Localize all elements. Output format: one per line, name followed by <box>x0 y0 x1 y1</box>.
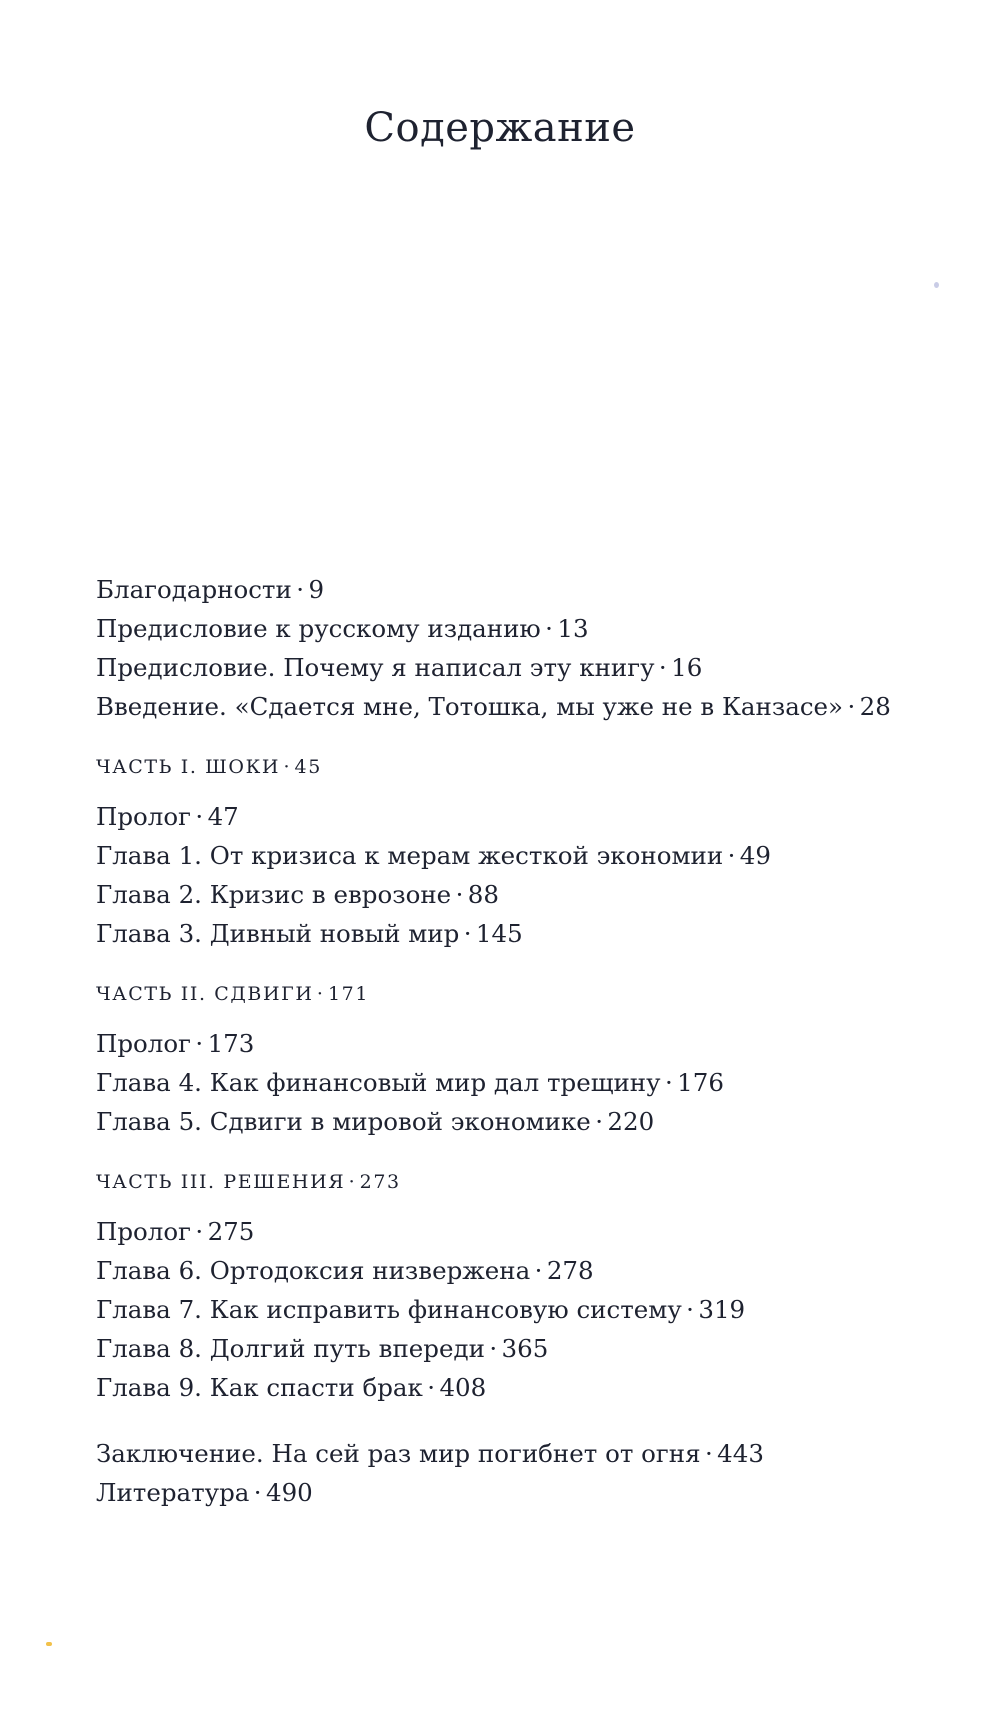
separator-dot: · <box>195 1217 204 1246</box>
separator-dot: · <box>455 880 464 909</box>
toc-entry-page: 220 <box>607 1107 655 1136</box>
part-heading-page: 273 <box>359 1171 401 1193</box>
separator-dot: · <box>316 983 325 1005</box>
separator-dot: · <box>595 1107 603 1136</box>
toc-entry-label: Предисловие к русскому изданию <box>96 614 541 643</box>
toc-group <box>96 1168 976 1407</box>
toc-entry-label: Пролог <box>96 802 191 831</box>
toc-entry-label: Глава 9. Как спасти брак <box>96 1373 423 1402</box>
toc-entry-label: Глава 8. Долгий путь впереди <box>96 1334 485 1363</box>
toc-entry-label: Введение. «Сдается мне, Тотошка, мы уже не в Канзасе» <box>96 692 844 721</box>
toc-group <box>96 1434 976 1512</box>
toc-entry[interactable] <box>96 1212 976 1251</box>
toc-entry[interactable] <box>96 1434 976 1473</box>
toc-entry[interactable] <box>96 1290 976 1329</box>
toc-entry-label: Глава 5. Сдвиги в мировой экономике <box>96 1107 591 1136</box>
table-of-contents <box>96 570 976 1539</box>
separator-dot: · <box>348 1171 357 1193</box>
toc-entry-page: 13 <box>557 614 589 643</box>
part-heading-label: ЧАСТЬ II. СДВИГИ <box>96 983 314 1005</box>
toc-entry-page: 49 <box>739 841 771 870</box>
toc-entry[interactable] <box>96 570 976 609</box>
separator-dot: · <box>658 653 667 682</box>
separator-dot: · <box>545 614 553 643</box>
separator-dot: · <box>534 1256 543 1285</box>
toc-entry-page: 176 <box>677 1068 724 1097</box>
print-speck <box>934 282 939 288</box>
toc-entry-page: 145 <box>475 919 523 948</box>
separator-dot: · <box>427 1373 436 1402</box>
toc-entry[interactable] <box>96 1063 976 1102</box>
part-heading-page: 171 <box>327 983 370 1005</box>
toc-entry[interactable] <box>96 1473 976 1512</box>
toc-entry-page: 278 <box>546 1256 594 1285</box>
toc-entry-page: 28 <box>859 692 891 721</box>
toc-entry-label: Глава 3. Дивный новый мир <box>96 919 460 948</box>
separator-dot: · <box>195 802 204 831</box>
toc-entry-page: 319 <box>698 1295 746 1324</box>
separator-dot: · <box>296 575 305 604</box>
toc-entry[interactable] <box>96 914 976 953</box>
toc-entry-page: 47 <box>207 802 239 831</box>
part-heading-page: 45 <box>294 756 322 778</box>
toc-entry[interactable] <box>96 1251 976 1290</box>
toc-entry-page: 408 <box>439 1373 487 1402</box>
toc-group <box>96 570 976 726</box>
toc-entry-label: Глава 1. От кризиса к мерам жесткой экономии <box>96 841 724 870</box>
toc-entry-label: Заключение. На сей раз мир погибнет от огня <box>96 1439 701 1468</box>
separator-dot: · <box>283 756 292 778</box>
toc-entry[interactable] <box>96 609 976 648</box>
toc-entry[interactable] <box>96 1024 976 1063</box>
toc-entry-page: 275 <box>207 1217 255 1246</box>
toc-entry-label: Литература <box>96 1478 250 1507</box>
toc-group <box>96 753 976 953</box>
toc-entry-label: Глава 4. Как финансовый мир дал трещину <box>96 1068 661 1097</box>
separator-dot: · <box>704 1439 713 1468</box>
toc-entry-label: Благодарности <box>96 575 292 604</box>
toc-entry-page: 88 <box>467 880 499 909</box>
toc-entry-page: 16 <box>671 653 703 682</box>
toc-entry[interactable] <box>96 1368 976 1407</box>
toc-entry-label: Пролог <box>96 1217 191 1246</box>
toc-entry[interactable] <box>96 1329 976 1368</box>
toc-entry[interactable] <box>96 875 976 914</box>
toc-entry[interactable] <box>96 687 976 726</box>
toc-entry-label: Пролог <box>96 1029 191 1058</box>
toc-entry[interactable] <box>96 1102 976 1141</box>
separator-dot: · <box>253 1478 262 1507</box>
toc-entry[interactable] <box>96 836 976 875</box>
toc-entry-page: 9 <box>308 575 325 604</box>
toc-part-heading <box>96 753 976 781</box>
toc-entry[interactable] <box>96 648 976 687</box>
toc-entry-page: 490 <box>266 1478 313 1507</box>
toc-entry-label: Глава 2. Кризис в еврозоне <box>96 880 452 909</box>
separator-dot: · <box>489 1334 498 1363</box>
toc-entry-label: Глава 6. Ортодоксия низвержена <box>96 1256 531 1285</box>
separator-dot: · <box>463 919 472 948</box>
separator-dot: · <box>847 692 856 721</box>
toc-entry[interactable] <box>96 797 976 836</box>
toc-part-heading <box>96 980 976 1008</box>
page-title: Содержание <box>364 105 636 151</box>
separator-dot: · <box>195 1029 204 1058</box>
toc-entry-page: 173 <box>207 1029 255 1058</box>
print-speck <box>46 1642 52 1646</box>
separator-dot: · <box>727 841 736 870</box>
separator-dot: · <box>686 1295 694 1324</box>
toc-entry-page: 443 <box>717 1439 764 1468</box>
toc-group <box>96 980 976 1141</box>
separator-dot: · <box>664 1068 673 1097</box>
toc-entry-label: Предисловие. Почему я написал эту книгу <box>96 653 655 682</box>
toc-entry-label: Глава 7. Как исправить финансовую систему <box>96 1295 682 1324</box>
part-heading-label: ЧАСТЬ III. РЕШЕНИЯ <box>96 1171 346 1193</box>
toc-entry-page: 365 <box>501 1334 549 1363</box>
toc-part-heading <box>96 1168 976 1196</box>
part-heading-label: ЧАСТЬ I. ШОКИ <box>96 756 281 778</box>
